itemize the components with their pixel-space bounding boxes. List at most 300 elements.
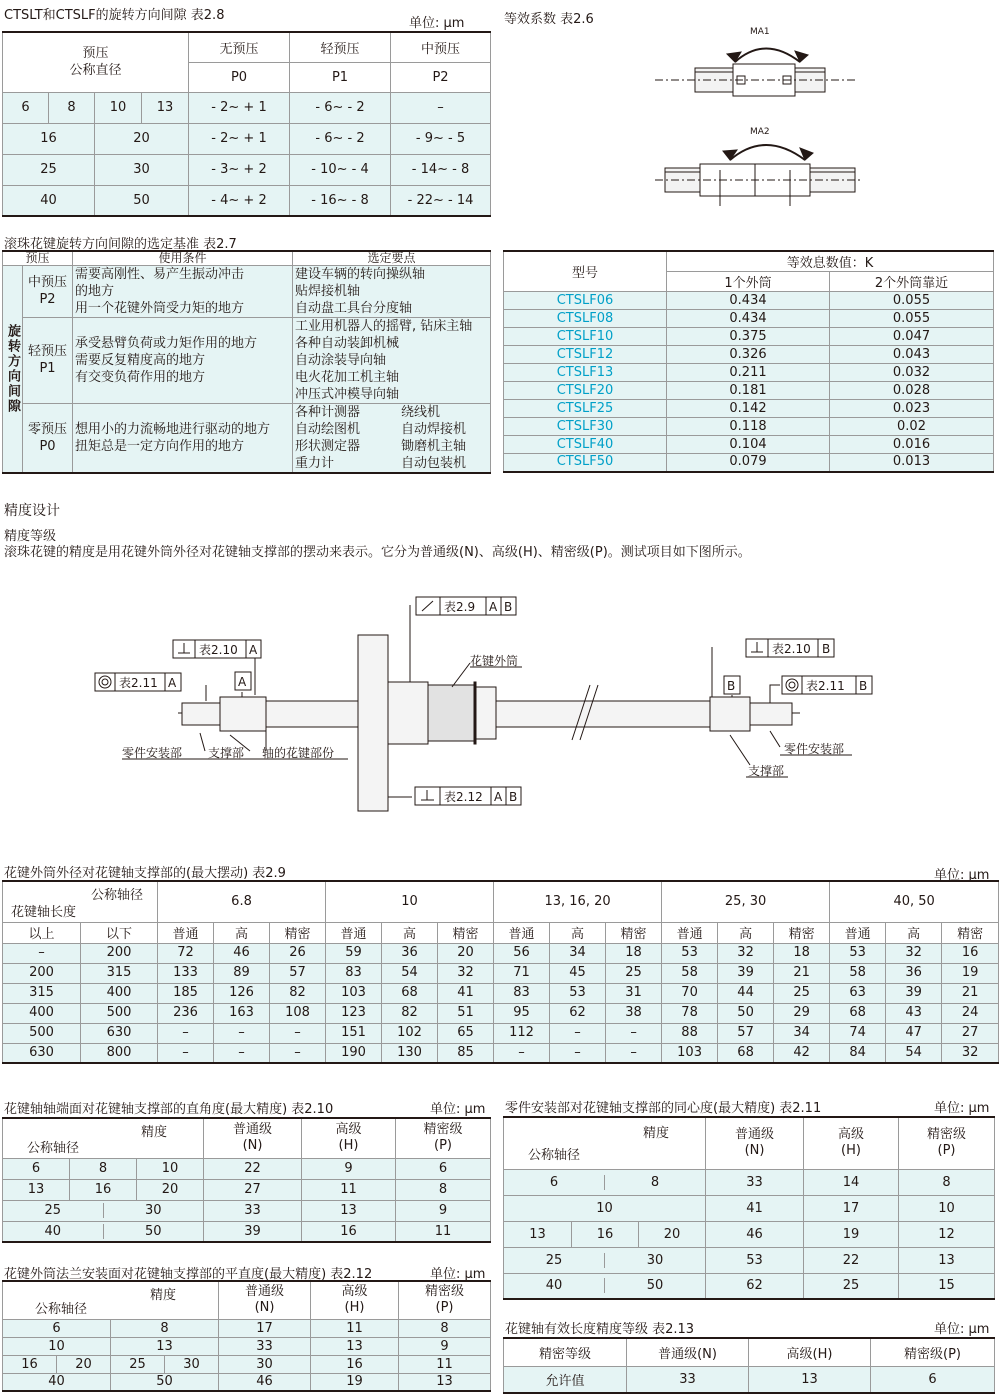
cell: 51 [438,1003,494,1023]
cell: 62 [550,1003,606,1023]
cell: 236 [158,1003,214,1023]
cell: 30 [165,1355,219,1373]
table-row [3,1200,491,1221]
cell: 39 [886,983,942,1003]
t27-h3: 选定要点 [293,251,491,265]
cell: 32 [942,1043,999,1063]
cell: 22 [204,1158,302,1179]
table-2-6 [503,250,994,473]
table-row [504,1273,995,1299]
cell: 21 [774,963,830,983]
cell: 13 [899,1247,995,1273]
cell: 6 [871,1366,995,1393]
fcf-2-9 [416,597,516,615]
table-2-8 [2,31,491,217]
table-row [504,382,994,400]
cell: 63 [830,983,886,1003]
cell: 42 [774,1043,830,1063]
svg-text:表2.10: 表2.10 [772,642,811,656]
fcf-2-11-a [95,673,181,691]
cell: 400 [81,983,158,1003]
table-row [3,123,491,154]
label-part-mount-right: 零件安装部 [784,742,845,756]
cell: 16 [70,1179,137,1200]
t26-caption: 等效系数 表2.6 [504,12,594,27]
t27-side [3,265,23,473]
t28-caption: CTSLT和CTSLF的旋转方向间隙 表2.8 [4,8,225,23]
cell: 25 30 [504,1247,706,1273]
t29-group: 25, 30 [662,881,830,922]
table-row [3,1023,999,1043]
cell: 13 [311,1337,399,1355]
t27-side-text: 旋转方向间隙 [5,323,20,414]
t29-grade: 精密 [942,922,999,943]
fcf-2-10-a [173,640,261,658]
t29-grade: 精密 [270,922,326,943]
value-cell: 0.02 [830,418,994,436]
t212-g1: 普通级 (N) [219,1281,311,1319]
cell: 20 [137,1179,204,1200]
t29-h-min: 以上 [3,922,81,943]
svg-text:A: A [249,643,258,657]
t27-caption: 滚珠花键旋转方向间隙的选定基准 表2.7 [4,237,237,252]
cell: 10 [899,1195,995,1221]
value-cell: 0.013 [830,454,994,472]
cell: 163 [214,1003,270,1023]
t29-grade: 高 [550,922,606,943]
t212-h-prec: 精度 [149,1288,176,1303]
t29-grade: 普通 [326,922,382,943]
cell: 11 [399,1355,491,1373]
table-row [504,364,994,382]
table-2-13 [503,1337,995,1394]
cell: 25 30 [3,1200,204,1221]
table-row [3,403,491,473]
t212-g2: 高级 (H) [311,1281,399,1319]
t211-h-dia: 公称轴径 [528,1147,581,1163]
value-cell: 0.079 [667,454,830,472]
cell: 19 [804,1221,899,1247]
cell: 8 [396,1179,491,1200]
t29-grade: 精密 [774,922,830,943]
cell: – [606,1043,662,1063]
t210-g3: 精密级 (P) [396,1118,491,1158]
cell: 34 [774,1023,830,1043]
table-2-12 [2,1280,491,1392]
t28-code: P1 [290,62,391,92]
cell: 65 [438,1023,494,1043]
cell: 38 [606,1003,662,1023]
cell: - 9~ - 5 [391,123,491,154]
value-cell: 0.434 [667,310,830,328]
t212-g3: 精密级 (P) [399,1281,491,1319]
label-outer-cylinder: 花键外筒 [470,654,519,668]
label-support-left: 支撑部 [208,746,245,760]
table-row [504,400,994,418]
cell: 10 [95,92,142,123]
cell: 112 [494,1023,550,1043]
t29-grade: 普通 [830,922,886,943]
svg-text:B: B [822,642,831,656]
table-2-10 [2,1117,491,1243]
cell: 68 [382,983,438,1003]
cell: 13 [111,1337,219,1355]
cell: - 14~ - 8 [391,154,491,185]
value-cell: 0.055 [830,292,994,310]
t28-code: P2 [391,62,491,92]
cell: 32 [438,963,494,983]
cell: 27 [942,1023,999,1043]
cell: 39 [204,1221,302,1242]
svg-text:B: B [509,790,518,804]
cell: 50 [95,185,189,216]
cell: 8 [111,1319,219,1337]
cell: 9 [399,1337,491,1355]
cell: 190 [326,1043,382,1063]
t26-head-c1: 1个外筒 [667,272,830,292]
cell: 33 [219,1337,311,1355]
cell: 33 [627,1366,749,1393]
cell: 6 [396,1158,491,1179]
value-cell: 0.434 [667,292,830,310]
value-cell: 0.047 [830,328,994,346]
table-row [504,292,994,310]
value-cell: 0.142 [667,400,830,418]
cell: 95 [494,1003,550,1023]
svg-text:表2.11: 表2.11 [119,676,158,690]
t210-h-prec: 精度 [141,1125,168,1140]
table-row [3,317,491,403]
value-cell: 0.055 [830,310,994,328]
cell: 68 [718,1043,774,1063]
value-cell: 0.104 [667,436,830,454]
cell: 46 [219,1373,311,1391]
cell: 88 [662,1023,718,1043]
cell: 16 [3,123,95,154]
model-cell: CTSLF40 [504,436,667,454]
t28-col: 无预压 [189,32,290,62]
t29-grade: 普通 [662,922,718,943]
svg-text:表2.10: 表2.10 [199,643,238,657]
cell: 13 [302,1200,396,1221]
label-shaft-spline: 轴的花键部份 [262,746,335,760]
cell: 13 [3,1179,70,1200]
cell: 50 [111,1373,219,1391]
cell: 82 [382,1003,438,1023]
cell: 74 [830,1023,886,1043]
t27-points: 各种计测器 绕线机 自动绘图机 自动焊接机 形状测定器 锄磨机主轴 重力计 自动包装机 [293,403,491,473]
cell: 25 [804,1273,899,1299]
label-support-right: 支撑部 [748,764,785,778]
cell: 57 [718,1023,774,1043]
test-items-diagram [90,585,880,815]
cell: 13 [504,1221,572,1247]
table-row [3,1003,999,1023]
cell: 14 [804,1169,899,1195]
model-cell: CTSLF10 [504,328,667,346]
cell: 84 [830,1043,886,1063]
cell: 16 [572,1221,639,1247]
svg-text:表2.12: 表2.12 [444,790,483,804]
cell: - 6~ - 2 [290,92,391,123]
t213-h0: 精密等级 [504,1338,627,1366]
cell: – [550,1023,606,1043]
table-row [3,943,999,963]
cell: 59 [326,943,382,963]
table-row [3,1355,491,1373]
cell: 40 [3,185,95,216]
cell: 53 [830,943,886,963]
cell: 83 [494,983,550,1003]
cell: 46 [706,1221,804,1247]
cell: 30 [219,1355,311,1373]
model-cell: CTSLF12 [504,346,667,364]
cell: – [606,1023,662,1043]
table-row [504,346,994,364]
t210-g1: 普通级 (N) [204,1118,302,1158]
fcf-2-11-b [782,676,872,694]
cell: 8 [49,92,95,123]
t26-head-model: 型号 [504,251,667,292]
t26-head-k: 等效息数值：K [667,251,994,272]
cell: 185 [158,983,214,1003]
fig-label-ma1: MA1 [750,27,770,37]
t29-grade: 普通 [494,922,550,943]
t27-points: 工业用机器人的摇臂, 钻床主轴 各种自动装卸机械 自动涂装导向轴 电火花加工机主轴 冲压式冲模导向轴 [293,317,491,403]
cell: 53 [662,943,718,963]
t211-g1: 普通级 (N) [706,1117,804,1169]
cell: 6 [3,92,49,123]
table-row [504,1221,995,1247]
cell: 15 [899,1273,995,1299]
section-desc: 滚珠花键的精度是用花键外筒外径对花键轴支撑部的摆动来表示。它分为普通级(N)、高级(H)、精密级(P)。测试项目如下图所示。 [4,545,751,560]
cell: 8 [899,1169,995,1195]
cell: 12 [899,1221,995,1247]
t212-unit: 单位: μm [430,1267,486,1282]
t29-grade: 精密 [438,922,494,943]
t210-unit: 单位: μm [430,1102,486,1117]
cell: 8 [399,1319,491,1337]
cell: 11 [302,1179,396,1200]
table-row [504,328,994,346]
cell: 16 [311,1355,399,1373]
t211-g3: 精密级 (P) [899,1117,995,1169]
table-row [3,1337,491,1355]
cell: 41 [438,983,494,1003]
svg-text:A: A [168,676,177,690]
cell: 62 [706,1273,804,1299]
svg-text:B: B [504,600,513,614]
t29-caption: 花键外筒外径对花键轴支撑部的(最大摆动) 表2.9 [4,866,286,881]
t212-corner [3,1281,219,1319]
cell: 102 [382,1023,438,1043]
cell: 18 [774,943,830,963]
table-2-11 [503,1116,995,1300]
cell: 32 [718,943,774,963]
cell: 11 [311,1319,399,1337]
cell: 25 [111,1355,165,1373]
t27-h2: 使用条件 [73,251,293,265]
cell: 36 [886,963,942,983]
model-cell: CTSLF50 [504,454,667,472]
cell: 53 [706,1247,804,1273]
cell: 22 [804,1247,899,1273]
cell: 54 [886,1043,942,1063]
cell: 40 50 [504,1273,706,1299]
cell: 16 [302,1221,396,1242]
t29-unit: 单位: μm [934,868,990,883]
cell: 82 [270,983,326,1003]
t213-h1: 普通级(N) [627,1338,749,1366]
cell: – [158,1023,214,1043]
cell: 17 [804,1195,899,1221]
cell: 16 [3,1355,57,1373]
cell: 315 [3,983,81,1003]
cell: 40 50 [3,1221,204,1242]
cell: 108 [270,1003,326,1023]
cell: 9 [302,1158,396,1179]
cell: 58 [830,963,886,983]
cell: - 3~ + 2 [189,154,290,185]
value-cell: 0.181 [667,382,830,400]
cell: 13 [142,92,189,123]
t27-use: 想用小的力流畅地进行驱动的地方 扭矩总是一定方向作用的地方 [73,403,293,473]
table-row [3,1179,491,1200]
cell: – [391,92,491,123]
t29-corner [3,881,158,922]
fcf-2-12 [415,787,521,805]
cell: 133 [158,963,214,983]
t211-corner [504,1117,706,1169]
cell: 46 [214,943,270,963]
cell: - 10~ - 4 [290,154,391,185]
cell: 29 [774,1003,830,1023]
cell: – [270,1043,326,1063]
cell: 27 [204,1179,302,1200]
cell: 10 [137,1158,204,1179]
cell: 85 [438,1043,494,1063]
t26-head-c2: 2个外筒靠近 [830,272,994,292]
cell: – [214,1023,270,1043]
value-cell: 0.211 [667,364,830,382]
value-cell: 0.043 [830,346,994,364]
cell: 13 [749,1366,871,1393]
t29-group: 40, 50 [830,881,999,922]
table-row [3,1043,999,1063]
cell: 103 [662,1043,718,1063]
t29-grade: 精密 [606,922,662,943]
cell: 16 [942,943,999,963]
t211-caption: 零件安装部对花键轴支撑部的同心度(最大精度) 表2.11 [505,1101,822,1116]
cell: 30 [95,154,189,185]
value-cell: 0.326 [667,346,830,364]
cell: 33 [204,1200,302,1221]
t213-caption: 花键轴有效长度精度等级 表2.13 [505,1322,695,1337]
svg-text:B: B [859,679,868,693]
cell: 20 [639,1221,706,1247]
t27-points: 建设车辆的转向操纵轴 贴焊接机轴 自动盘工具台分度轴 [293,265,491,317]
cell: 24 [942,1003,999,1023]
t211-h-prec: 精度 [643,1126,670,1141]
t213-h2: 高级(H) [749,1338,871,1366]
cell: 126 [214,983,270,1003]
cell: 151 [326,1023,382,1043]
value-cell: 0.016 [830,436,994,454]
cell: 20 [57,1355,111,1373]
cell: 200 [3,963,81,983]
cell: – [270,1023,326,1043]
cell: - 6~ - 2 [290,123,391,154]
cell: 40 [3,1373,111,1391]
t213-h3: 精密级(P) [871,1338,995,1366]
cell: 允许值 [504,1366,627,1393]
svg-text:A: A [489,600,498,614]
table-row [3,1221,491,1242]
t28-unit: 单位: μm [409,16,465,31]
t29-group: 13, 16, 20 [494,881,662,922]
cell: 89 [214,963,270,983]
t27-use: 承受悬臂负荷或力矩作用的地方 需要反复精度高的地方 有交变负荷作用的地方 [73,317,293,403]
cell: 25 [3,154,95,185]
cell: 71 [494,963,550,983]
cell: 72 [158,943,214,963]
cell: 26 [270,943,326,963]
section-subtitle: 精度等级 [4,529,57,544]
model-cell: CTSLF06 [504,292,667,310]
table-row [3,963,999,983]
model-cell: CTSLF25 [504,400,667,418]
table-row [3,265,491,317]
table-row [3,1373,491,1391]
cell: 78 [662,1003,718,1023]
t29-h-max: 以下 [81,922,158,943]
value-cell: 0.028 [830,382,994,400]
t212-caption: 花键外筒法兰安装面对花键轴支撑部的平直度(最大精度) 表2.12 [4,1267,373,1282]
cell: 25 [774,983,830,1003]
table-row [504,310,994,328]
cell: 500 [3,1023,81,1043]
cell: – [494,1043,550,1063]
cell: 44 [718,983,774,1003]
t210-h-dia: 公称轴径 [27,1140,80,1156]
cell: – [3,943,81,963]
cell: 9 [396,1200,491,1221]
table-row [504,1366,995,1393]
cell: 6 [3,1158,70,1179]
model-cell: CTSLF08 [504,310,667,328]
cell: 34 [550,943,606,963]
cell: 45 [550,963,606,983]
cell: 57 [270,963,326,983]
t28-head-left: 预压 公称直径 [3,32,189,92]
value-cell: 0.032 [830,364,994,382]
model-cell: CTSLF30 [504,418,667,436]
cell: 50 [718,1003,774,1023]
cell: 56 [494,943,550,963]
table-row [3,1319,491,1337]
cell: – [550,1043,606,1063]
cell: 20 [438,943,494,963]
t29-h-dia: 公称轴径 [90,888,143,903]
t210-g2: 高级 (H) [302,1118,396,1158]
datum-a-box [235,672,251,690]
cell: 54 [382,963,438,983]
cell: - 2~ + 1 [189,123,290,154]
section-title: 精度设计 [4,503,60,519]
t29-grade: 高 [718,922,774,943]
cell: 31 [606,983,662,1003]
cell: 500 [81,1003,158,1023]
